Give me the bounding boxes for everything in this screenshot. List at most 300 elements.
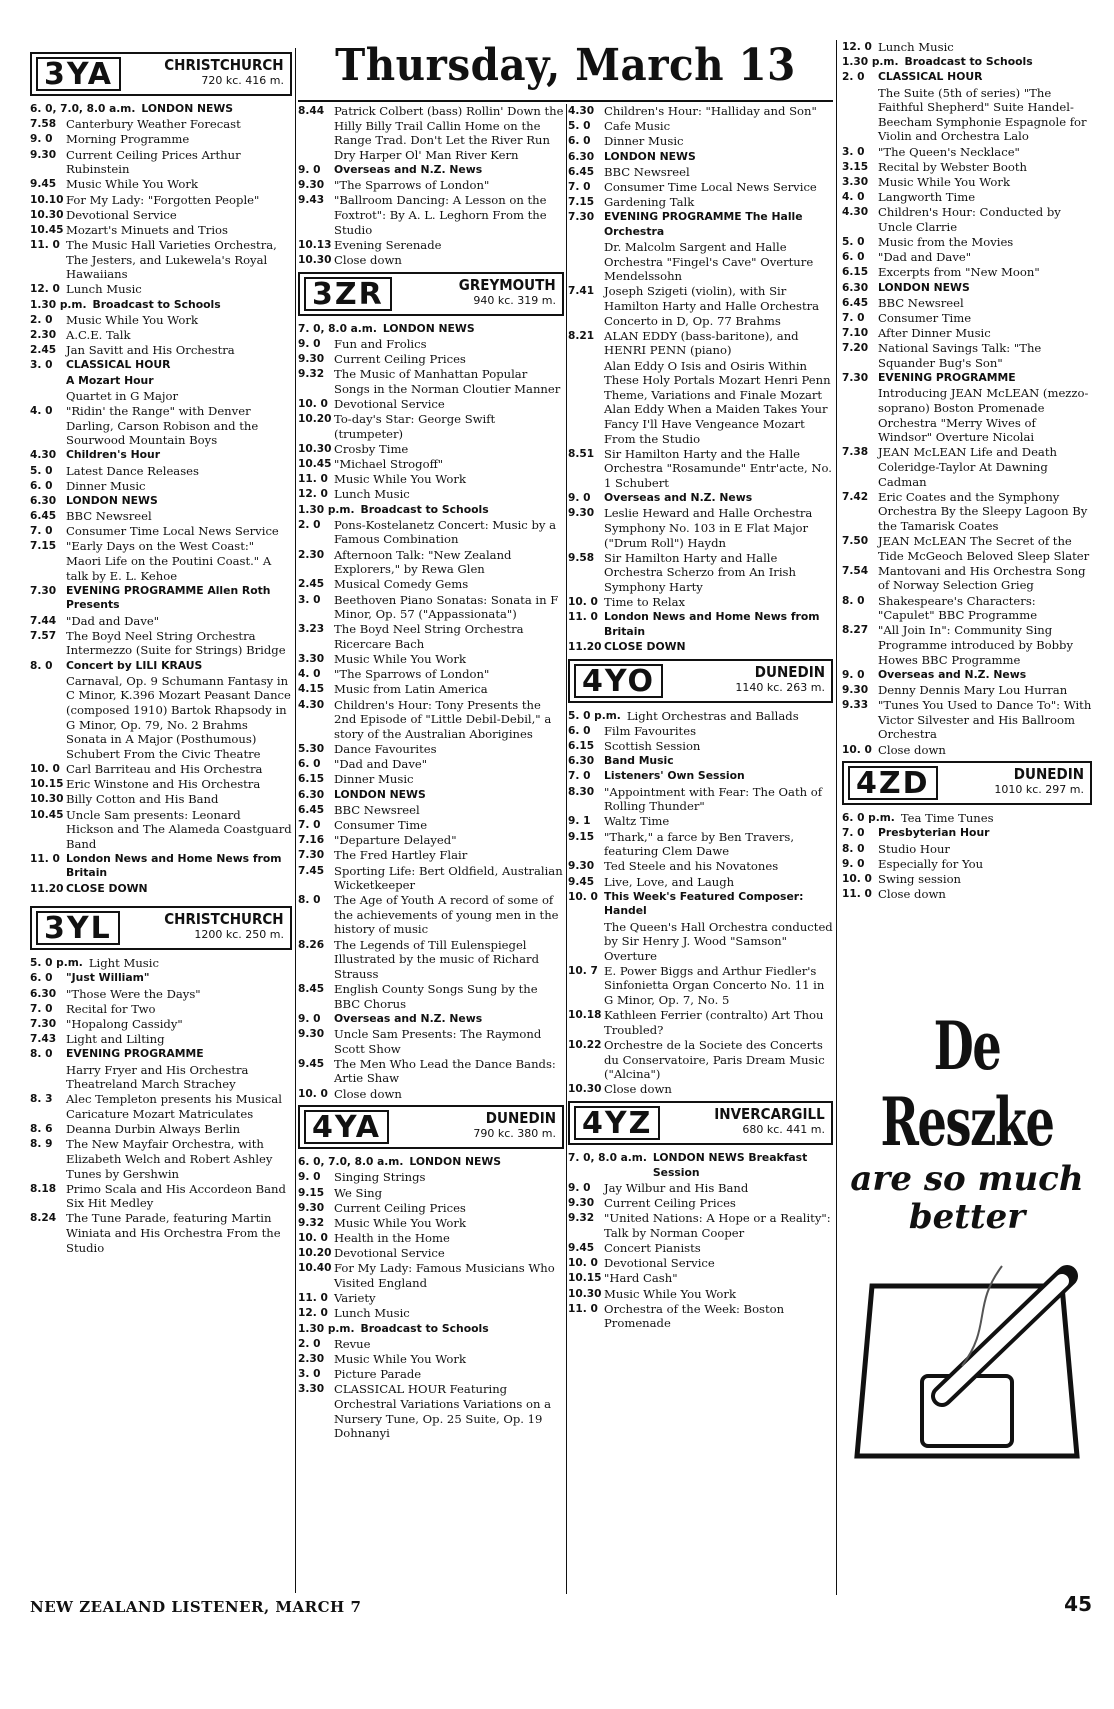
programme-item: [568, 754, 833, 769]
programme-item: [298, 1087, 564, 1102]
programme-title: Recital by Webster Booth: [878, 159, 1027, 174]
station-call-sign: 4YO: [574, 664, 663, 698]
programme-time: 10. 0: [298, 397, 328, 410]
programme-time: 3. 0: [298, 1368, 321, 1381]
programme-title: Evening Serenade: [334, 237, 442, 252]
programme-time: 8.27: [842, 624, 869, 637]
programme-item: [568, 119, 833, 134]
station-call-sign: 4YA: [304, 1110, 389, 1144]
programme-title: This Week's Featured Composer: Handel: [604, 889, 804, 918]
programme-time: [842, 386, 878, 444]
programme-title: Uncle Sam Presents: The Raymond Scott Show: [334, 1027, 542, 1056]
programme-title: Canterbury Weather Forecast: [66, 117, 241, 132]
programme-title: After Dinner Music: [878, 326, 991, 341]
programme-time: 10.45: [298, 458, 332, 470]
programme-title: Waltz Time: [604, 814, 670, 829]
programme-time: 7. 0: [568, 770, 591, 783]
programme-item: [30, 464, 292, 479]
programme-time: 11. 0: [568, 1302, 598, 1315]
programme-item: [298, 1231, 564, 1246]
programme-time: 2. 0: [842, 71, 865, 84]
programme-title: "Dad and Dave": [334, 757, 428, 772]
station-city: DUNEDIN: [1013, 765, 1084, 784]
programme-time: 11.20: [30, 882, 64, 895]
programme-item: [30, 494, 292, 509]
programme-list: [298, 104, 564, 268]
programme-item: [298, 1201, 564, 1216]
programme-title: EVENING PROGRAMME: [878, 371, 1016, 385]
programme-time: 9. 0: [30, 133, 53, 146]
programme-title: Kathleen Ferrier (contralto) Art Thou Troubled?: [604, 1008, 824, 1037]
programme-time: 9.30: [298, 179, 325, 192]
programme-title: BBC Newsreel: [66, 509, 152, 524]
programme-title: "Appointment with Fear: The Oath of Rolling Thunder": [604, 784, 823, 814]
programme-item: [30, 1063, 292, 1092]
programme-time: 9.45: [568, 1241, 595, 1254]
programme-time: 10. 0: [842, 743, 872, 756]
programme-title: LONDON NEWS: [334, 787, 426, 801]
programme-title: "Early Days on the West Coast:" Maori Life on the Poutini Coast." A talk by E. L. Kehoe: [66, 539, 272, 583]
programme-time: 4.15: [298, 683, 325, 696]
programme-time: 8.30: [568, 785, 595, 798]
programme-list: [30, 956, 292, 1255]
programme-title: CLASSICAL HOUR: [878, 70, 983, 84]
programme-title: Beethoven Piano Sonatas: Sonata in F Minor, Op. 57 ("Appassionata"): [334, 592, 559, 622]
programme-title: BBC Newsreel: [878, 295, 964, 310]
programme-item: [842, 872, 1092, 887]
programme-item: [568, 1038, 833, 1082]
station-frequency: 680 kc. 441 m.: [742, 1123, 825, 1136]
title-rule: [298, 100, 833, 102]
programme-time: 10.10: [30, 193, 64, 206]
page-number: 45: [1064, 1592, 1092, 1616]
programme-time: 7.57: [30, 629, 57, 642]
programme-item: [298, 337, 564, 352]
programme-time: 7.43: [30, 1033, 57, 1046]
programme-item: [842, 623, 1092, 667]
programme-list: [298, 1155, 564, 1441]
programme-time: 11.20: [568, 641, 602, 654]
programme-title: CLASSICAL HOUR Featuring Orchestral Variations Variations on a Nursery Tune, Op. 25 Suite, Op. 19 Dohnanyi: [334, 1382, 552, 1441]
programme-item: [568, 1181, 833, 1196]
programme-item: [298, 518, 564, 547]
programme-time: 10. 0: [568, 1257, 598, 1270]
programme-item: [842, 175, 1092, 190]
programme-title: London News and Home News from Britain: [66, 851, 282, 880]
programme-item: [298, 893, 564, 937]
programme-time: 8. 0: [842, 842, 865, 855]
column-3: [568, 104, 833, 1549]
programme-title: Current Ceiling Prices: [604, 1195, 736, 1210]
programme-item: [568, 491, 833, 506]
programme-title: CLASSICAL HOUR: [66, 358, 171, 372]
programme-item: [30, 328, 292, 343]
programme-title: Broadcast to Schools: [904, 55, 1033, 69]
programme-title: Jan Savitt and His Orchestra: [66, 343, 235, 358]
programme-item: [30, 987, 292, 1002]
programme-item: [298, 1246, 564, 1261]
programme-title: Dance Favourites: [334, 742, 437, 756]
programme-item: [298, 1337, 564, 1352]
programme-title: "Dad and Dave": [66, 613, 160, 628]
programme-title: Current Ceiling Prices: [334, 1200, 466, 1215]
programme-item: [30, 808, 292, 852]
programme-title: Crosby Time: [334, 441, 409, 456]
programme-title: Light Orchestras and Ballads: [626, 708, 799, 723]
programme-item: [842, 311, 1092, 326]
programme-time: 6.30: [568, 755, 595, 768]
programme-item: [842, 265, 1092, 280]
programme-title: Uncle Sam presents: Leonard Hickson and The Alameda Coastguard Band: [66, 807, 292, 851]
programme-title: Singing Strings: [334, 1170, 426, 1185]
programme-time: 9. 1: [568, 815, 591, 828]
programme-time: 9. 0: [298, 337, 321, 350]
programme-time: 11. 0: [30, 239, 60, 252]
programme-item: [30, 1122, 292, 1137]
station-call-sign: 3YA: [36, 57, 121, 91]
programme-item: [298, 548, 564, 577]
programme-title: Film Favourites: [604, 723, 697, 738]
programme-item: [568, 165, 833, 180]
programme-title: Children's Hour: Tony Presents the 2nd Episode of "Little Debil-Debil," a story of the Australian Aborigines: [334, 697, 552, 741]
programme-time: 6. 0 p.m.: [842, 812, 895, 825]
programme-item: [568, 1271, 833, 1286]
programme-title: Afternoon Talk: "New Zealand Explorers," by Rewa Glen: [334, 547, 512, 577]
programme-title: "Those Were the Days": [66, 986, 201, 1001]
programme-item: [842, 668, 1092, 683]
programme-title: Overseas and N.Z. News: [878, 667, 1027, 681]
programme-title: "Ballroom Dancing: A Lesson on the Foxtrot": By A. L. Leghorn From the Studio: [334, 193, 547, 237]
programme-item: [568, 329, 833, 358]
programme-item: [298, 682, 564, 697]
programme-title: Close down: [604, 1082, 672, 1097]
programme-title: Music While You Work: [604, 1286, 736, 1301]
programme-item: [568, 284, 833, 328]
programme-title: We Sing: [334, 1185, 383, 1200]
programme-time: 6.30: [842, 281, 869, 294]
programme-time: 9.32: [568, 1212, 595, 1225]
programme-time: [30, 389, 66, 404]
programme-title: LONDON NEWS: [66, 493, 158, 507]
programme-item: [298, 818, 564, 833]
programme-time: 9. 0: [842, 668, 865, 681]
programme-time: 3.30: [842, 175, 869, 188]
programme-item: [842, 683, 1092, 698]
programme-item: [298, 178, 564, 193]
programme-item: [298, 982, 564, 1011]
programme-item: [298, 1027, 564, 1056]
programme-time: 7. 0, 8.0 a.m.: [298, 322, 377, 335]
publication-footer: NEW ZEALAND LISTENER, MARCH 7: [30, 1598, 362, 1616]
programme-title: Close down: [334, 1086, 402, 1101]
programme-time: 9.45: [298, 1057, 325, 1070]
programme-item: [298, 1155, 564, 1170]
programme-time: 9.32: [298, 368, 325, 381]
programme-time: 7.30: [298, 849, 325, 862]
programme-item: [30, 193, 292, 208]
programme-title: LONDON NEWS: [141, 102, 234, 115]
programme-title: Carl Barriteau and His Orchestra: [66, 761, 263, 776]
programme-item: [298, 163, 564, 178]
programme-title: JEAN McLEAN The Secret of the Tide McGeoch Beloved Sleep Slater: [878, 534, 1090, 563]
programme-item: [568, 447, 833, 491]
programme-time: 9.30: [298, 1028, 325, 1040]
programme-title: Band Music: [604, 754, 674, 768]
programme-time: 10. 0: [568, 890, 598, 903]
programme-time: 10.20: [298, 1247, 332, 1260]
programme-item: [298, 1170, 564, 1185]
programme-time: 10. 0: [30, 762, 60, 775]
programme-title: JEAN McLEAN Life and Death Coleridge-Taylor At Dawning Cadman: [878, 445, 1057, 489]
programme-title: The Tune Parade, featuring Martin Winiata and His Orchestra From the Studio: [66, 1211, 281, 1255]
programme-time: 1.30 p.m.: [298, 1322, 355, 1335]
station-call-sign: 4ZD: [848, 766, 938, 800]
programme-item: [298, 367, 564, 396]
column-1: [30, 48, 292, 1593]
programme-title: The Age of Youth A record of some of the achievements of young men in the history of music: [334, 893, 559, 937]
programme-item: [568, 830, 833, 859]
programme-title: Deanna Durbin Always Berlin: [66, 1122, 241, 1137]
programme-item: [298, 1291, 564, 1306]
programme-time: 10.30: [30, 793, 64, 806]
programme-item: [568, 595, 833, 610]
programme-item: [30, 282, 292, 297]
programme-time: 3. 0: [842, 145, 865, 158]
station-header-3ya: [30, 52, 292, 96]
programme-time: 10.30: [298, 442, 332, 455]
column-divider: [836, 40, 837, 1595]
programme-item: [30, 1137, 292, 1181]
programme-item: [568, 724, 833, 739]
programme-item: [30, 1092, 292, 1121]
programme-title: The Queen's Hall Orchestra conducted by Sir Henry J. Wood "Samson" Overture: [604, 919, 833, 963]
programme-time: 5. 0 p.m.: [568, 709, 621, 722]
programme-time: 7.44: [30, 614, 57, 627]
programme-item: [298, 1382, 564, 1440]
programme-item: [842, 70, 1092, 85]
programme-item: [298, 938, 564, 982]
programme-item: [298, 593, 564, 622]
programme-title: Alec Templeton presents his Musical Caricature Mozart Matriculates: [66, 1092, 282, 1121]
programme-time: 7. 0: [30, 1002, 53, 1015]
programme-time: 5.30: [298, 743, 325, 755]
programme-item: [30, 132, 292, 147]
programme-item: [30, 1002, 292, 1017]
programme-time: 1.30 p.m.: [842, 56, 899, 69]
programme-title: Eric Winstone and His Orchestra: [66, 777, 261, 792]
programme-item: [30, 448, 292, 463]
programme-title: Close down: [334, 252, 402, 267]
programme-title: Variety: [334, 1291, 376, 1306]
programme-item: [30, 629, 292, 658]
programme-time: 7.58: [30, 118, 57, 131]
programme-title: Orchestra of the Week: Boston Promenade: [604, 1301, 785, 1331]
programme-item: [30, 374, 292, 389]
programme-title: LONDON NEWS Breakfast Session: [652, 1151, 808, 1179]
programme-time: 5. 0 p.m.: [30, 957, 83, 970]
programme-item: [30, 614, 292, 629]
programme-time: 1.30 p.m.: [298, 503, 355, 516]
programme-time: 3. 0: [298, 593, 321, 606]
programme-title: LONDON NEWS: [382, 321, 475, 335]
programme-item: [842, 40, 1092, 55]
programme-item: [568, 551, 833, 595]
programme-item: [568, 210, 833, 239]
programme-title: Music While You Work: [334, 472, 466, 487]
programme-item: [842, 341, 1092, 370]
station-frequency: 1010 kc. 297 m.: [994, 783, 1084, 797]
programme-item: [298, 503, 564, 518]
programme-title: Lunch Music: [878, 40, 954, 54]
programme-item: [842, 594, 1092, 623]
programme-title: Music from the Movies: [878, 235, 1014, 250]
programme-title: Consumer Time: [334, 817, 428, 832]
programme-time: 4.30: [30, 449, 57, 462]
programme-title: Music While You Work: [66, 312, 198, 327]
programme-item: [298, 472, 564, 487]
programme-title: "The Sparrows of London": [334, 178, 490, 193]
programme-time: 9. 0: [298, 163, 321, 176]
programme-item: [842, 887, 1092, 902]
programme-item: [568, 506, 833, 550]
station-frequency: 1200 kc. 250 m.: [194, 928, 284, 942]
programme-time: 7.41: [568, 285, 595, 298]
programme-time: 10. 0: [298, 1232, 328, 1245]
programme-title: Dr. Malcolm Sargent and Halle Orchestra "Fingel's Cave" Overture Mendelssohn: [604, 240, 814, 284]
programme-time: 10. 0: [568, 596, 598, 609]
programme-title: Billy Cotton and His Band: [66, 792, 219, 807]
programme-time: 9.43: [298, 194, 325, 207]
programme-item: [298, 652, 564, 667]
programme-time: 3.23: [298, 623, 325, 636]
programme-title: Eric Coates and the Symphony Orchestra By the Sleepy Lagoon By the Tamarisk Coates: [878, 489, 1088, 533]
programme-time: 6. 0: [298, 758, 321, 771]
programme-title: A.C.E. Talk: [66, 328, 131, 343]
programme-item: [30, 674, 292, 762]
programme-title: English County Songs Sung by the BBC Chorus: [334, 982, 538, 1011]
programme-title: The New Mayfair Orchestra, with Elizabeth Welch and Robert Ashley Tunes by Gershwin: [66, 1137, 273, 1181]
programme-item: [568, 920, 833, 964]
programme-title: Live, Love, and Laugh: [604, 874, 735, 889]
programme-time: 8.45: [298, 983, 325, 996]
programme-item: [30, 777, 292, 792]
station-header-4yo: [568, 659, 833, 703]
programme-time: [568, 359, 604, 447]
programme-title: Latest Dance Releases: [66, 463, 199, 478]
programme-item: [842, 826, 1092, 841]
programme-title: "Just William": [66, 971, 150, 985]
programme-item: [842, 698, 1092, 742]
programme-item: [298, 352, 564, 367]
programme-item: [298, 833, 564, 848]
programme-time: 6.45: [30, 510, 57, 523]
programme-item: [298, 742, 564, 757]
programme-title: Devotional Service: [334, 1246, 445, 1261]
programme-item: [30, 358, 292, 373]
programme-time: 6.45: [842, 296, 869, 309]
programme-time: 4. 0: [842, 191, 865, 204]
programme-time: 7. 0: [568, 180, 591, 193]
programme-title: Children's Hour: [66, 448, 161, 462]
programme-item: [842, 445, 1092, 489]
programme-title: Scottish Session: [604, 739, 701, 754]
programme-title: LONDON NEWS: [604, 149, 696, 163]
programme-time: [842, 86, 878, 144]
programme-time: 7.54: [842, 564, 869, 577]
programme-item: [30, 539, 292, 583]
programme-time: 7.50: [842, 535, 869, 548]
programme-item: [30, 956, 292, 971]
programme-title: Mantovani and His Orchestra Song of Norway Selection Grieg: [878, 563, 1086, 593]
programme-title: Mozart's Minuets and Trios: [66, 222, 228, 237]
programme-time: 9.30: [568, 860, 595, 873]
station-call-sign: 3YL: [36, 911, 120, 945]
programme-title: Revue: [334, 1336, 371, 1351]
station-header-4yz: [568, 1101, 833, 1145]
programme-time: 3.30: [298, 1383, 325, 1396]
programme-time: 9.45: [568, 875, 595, 888]
programme-item: [568, 180, 833, 195]
programme-item: [568, 859, 833, 874]
programme-time: 9.33: [842, 699, 869, 712]
programme-item: [568, 134, 833, 149]
programme-item: [298, 1352, 564, 1367]
programme-item: [842, 250, 1092, 265]
programme-time: 10. 7: [568, 964, 598, 977]
programme-time: 8. 0: [30, 1048, 53, 1061]
programme-item: [568, 1302, 833, 1331]
programme-title: Morning Programme: [66, 132, 190, 147]
programme-item: [30, 659, 292, 674]
programme-item: [298, 487, 564, 502]
programme-item: [30, 102, 292, 117]
station-frequency: 720 kc. 416 m.: [201, 74, 284, 87]
programme-title: EVENING PROGRAMME The Halle Orchestra: [604, 210, 803, 238]
programme-item: [30, 479, 292, 494]
programme-time: 7.30: [568, 211, 595, 224]
programme-time: 2.30: [30, 329, 57, 342]
programme-item: [298, 788, 564, 803]
programme-title: "All Join In": Community Sing Programme introduced by Bobby Howes BBC Programme: [878, 623, 1073, 667]
programme-item: [568, 1151, 833, 1180]
programme-time: 6.30: [568, 150, 595, 163]
programme-title: Cafe Music: [604, 119, 671, 134]
programme-item: [842, 235, 1092, 250]
programme-time: 11. 0: [298, 473, 328, 486]
programme-time: 9.45: [30, 178, 57, 191]
programme-title: Music from Latin America: [334, 682, 488, 697]
programme-title: Lunch Music: [334, 487, 410, 502]
programme-time: 6.15: [842, 266, 869, 279]
programme-time: 7. 0: [298, 818, 321, 831]
programme-item: [30, 882, 292, 897]
programme-time: 7. 0: [30, 525, 53, 538]
programme-time: 5. 0: [30, 464, 53, 477]
programme-title: Music While You Work: [334, 652, 466, 667]
programme-item: [568, 875, 833, 890]
programme-item: [568, 785, 833, 814]
programme-item: [842, 490, 1092, 534]
programme-title: Devotional Service: [334, 396, 445, 411]
programme-item: [298, 104, 564, 162]
programme-time: 7.42: [842, 490, 869, 503]
programme-time: 7.38: [842, 446, 869, 459]
programme-item: [568, 890, 833, 919]
programme-time: 4.30: [298, 698, 325, 711]
programme-item: [298, 1012, 564, 1027]
programme-title: Musical Comedy Gems: [334, 577, 469, 592]
programme-title: Health in the Home: [334, 1231, 450, 1246]
